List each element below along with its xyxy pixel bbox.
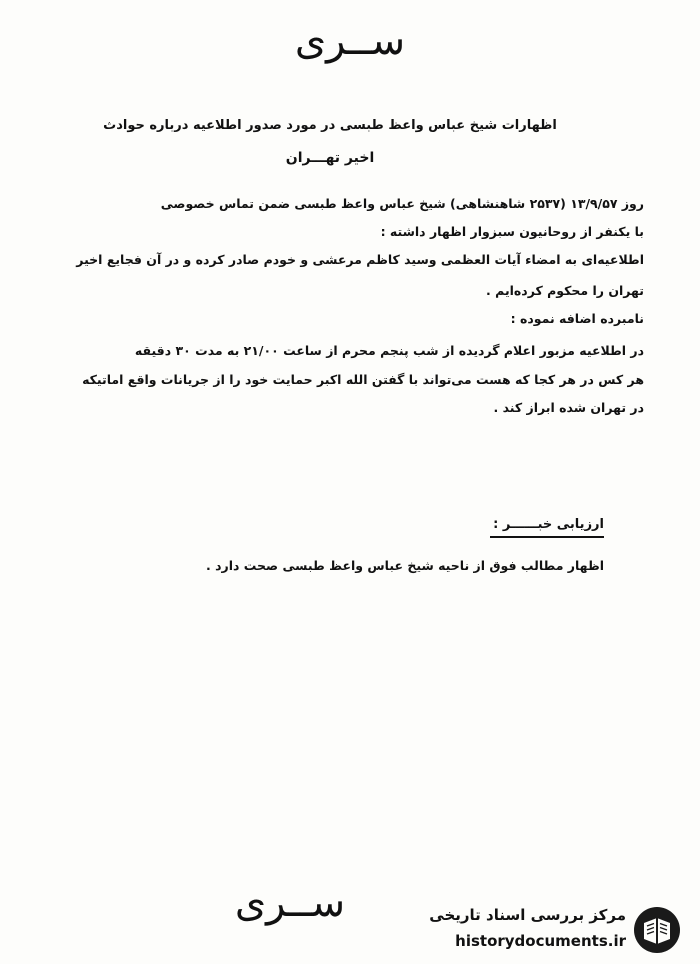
- archive-book-icon: [632, 905, 682, 955]
- assessment-underline: [490, 536, 604, 538]
- classification-stamp-bottom: ســری: [234, 880, 346, 926]
- body-line: با یکنفر از روحانیون سبزوار اظهار داشته :: [380, 224, 644, 239]
- body-line: تهران را محکوم کرده‌ایم .: [486, 283, 644, 298]
- classification-stamp-top: ســری: [294, 18, 406, 64]
- footer-url[interactable]: historydocuments.ir: [455, 932, 626, 950]
- document-heading: اظهارات شیخ عباس واعظ طبسی در مورد صدور اطلاعیه درباره حوادث: [103, 118, 557, 133]
- body-line: روز ۱۳/۹/۵۷ (۲۵۳۷ شاهنشاهی) شیخ عباس واعظ طبسی ضمن تماس خصوصی: [160, 196, 644, 211]
- body-line: هر کس در هر کجا که هست می‌تواند با گفتن الله اکبر حمایت خود را از جریانات واقع اماتیکه: [82, 372, 644, 387]
- document-subheading: اخیر تهـــران: [285, 150, 375, 166]
- body-line: در اطلاعیه مزبور اعلام گردیده از شب پنجم محرم از ساعت ۲۱/۰۰ به مدت ۳۰ دقیقه: [134, 343, 644, 358]
- body-line: اطلاعیه‌ای به امضاء آیات العظمی وسید کاظم مرعشی و خودم صادر کرده و در آن فجایع اخیر: [76, 252, 644, 267]
- body-line: در تهران شده ابراز کند .: [493, 400, 644, 415]
- assessment-title: ارزیابی خبــــــر :: [493, 517, 604, 532]
- footer-organization-name: مرکز بررسی اسناد تاریخی: [429, 906, 626, 924]
- body-line: نامبرده اضافه نموده :: [510, 311, 644, 326]
- assessment-text: اظهار مطالب فوق از ناحیه شیخ عباس واعظ طبسی صحت دارد .: [206, 558, 604, 573]
